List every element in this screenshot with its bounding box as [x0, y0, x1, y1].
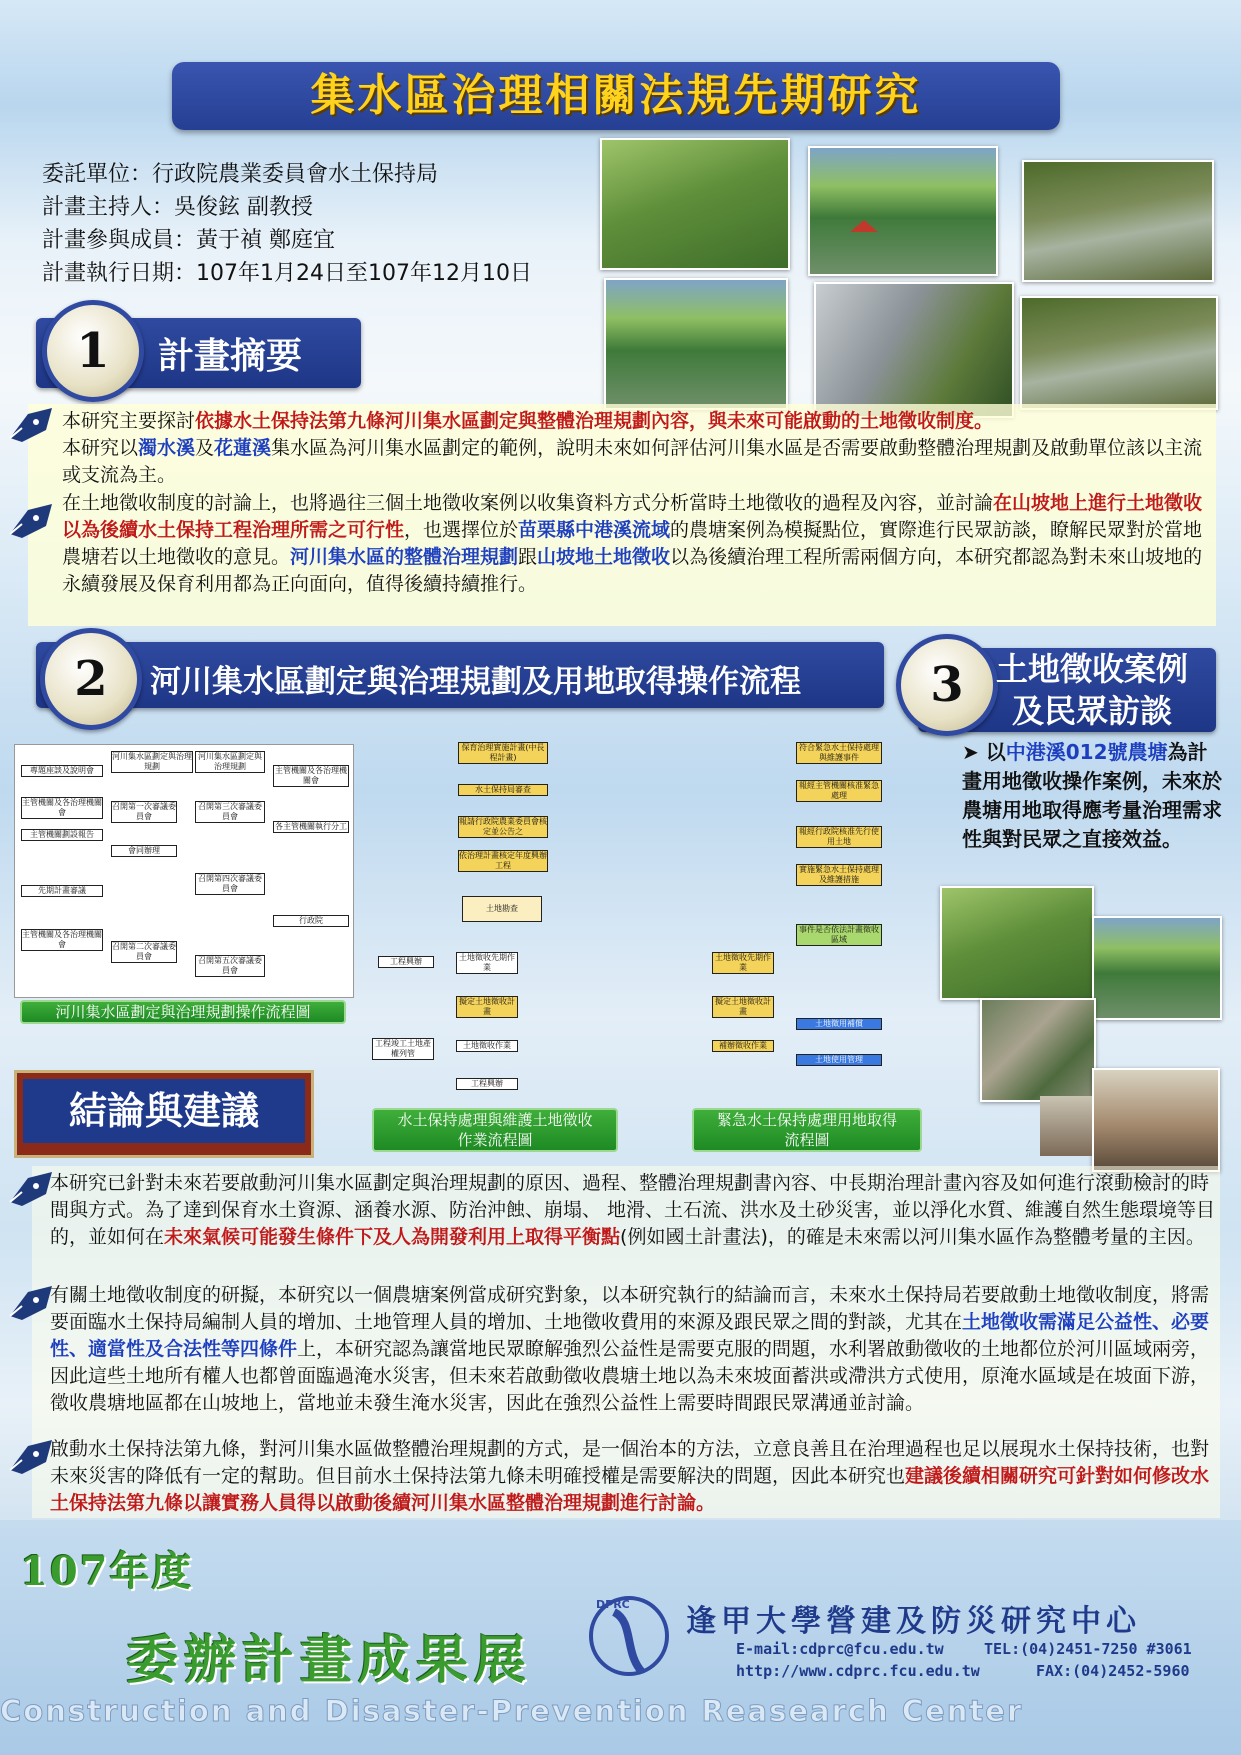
flow-box: 各主管機關執行分工 — [275, 822, 347, 831]
logo-text: DPRC — [596, 1598, 630, 1611]
section-2-title: 河川集水區劃定與治理規劃及用地取得操作流程 — [150, 664, 801, 700]
section-1-number: 1 — [42, 300, 144, 402]
flow-box: 召開第一次審議委員會 — [112, 802, 176, 821]
flow-box: 符合緊急水土保持處理與維護事件 — [796, 742, 882, 764]
footer-year: 107年度 — [20, 1548, 194, 1595]
flow-box: 河川集水區劃定與治理規劃 — [195, 751, 265, 773]
flow-box: 行政院 — [273, 915, 349, 927]
footer-tel: TEL:(04)2451-7250 #3061 — [984, 1640, 1192, 1658]
conclusion-header — [14, 1070, 314, 1158]
section-2-number: 2 — [40, 628, 142, 730]
fountain-pen-icon — [6, 404, 58, 446]
project-host: 計畫主持人：吳俊鉉 副教授 — [42, 195, 313, 220]
flow-box: 水土保持局審查 — [458, 784, 548, 796]
entrust-unit: 委託單位：行政院農業委員會水土保持局 — [42, 162, 439, 187]
pavilion-icon — [850, 220, 878, 240]
footer-fax: FAX:(04)2452-5960 — [1036, 1662, 1190, 1680]
flow-box: 報經行政院核准先行使用土地 — [796, 826, 882, 848]
flow-box: 工程興辦 — [456, 1078, 518, 1090]
conclusion-paragraph-1: 本研究已針對未來若要啟動河川集水區劃定與治理規劃的原因、過程、整體治理規劃書內容、中長期治理計畫內容及如何進行滾動檢討的時間與方式。為了達到保育水土資源、涵養水源、防治沖蝕、崩塌、 地滑、土石流、洪水及土砂災害，並以淨化水質、維護自然生態環境等目的，並如何在未來氣候可能發生條件下及人為開發利用上取得平衡點(例如國土計畫法)，的確是未來需以河川集水區作為整體考量的主因。 — [50, 1172, 1216, 1248]
photo-terraced-slope — [600, 138, 790, 270]
photo-pond-pavilion — [808, 146, 998, 276]
flow-box: 擬定土地徵收計畫 — [456, 996, 518, 1018]
project-members: 計畫參與成員：黃于禎 鄭庭宜 — [42, 228, 335, 253]
flow-box: 主管機關及各治理機關會 — [275, 766, 347, 785]
case-study-text: ➤ 以中港溪012號農塘為計畫用地徵收操作案例，未來於農塘用地取得應考量治理需求性與對民眾之直接效益。 — [962, 740, 1222, 851]
flow-box: 報經主管機關核准緊急處理 — [796, 780, 882, 802]
flow-box: 召開第五次審議委員會 — [195, 955, 265, 977]
flow-box: 主管機關劃設報告 — [21, 829, 103, 841]
flow-box: 專題座談及說明會 — [21, 765, 103, 777]
flow-box: 會同辦理 — [111, 845, 177, 857]
flow-box: 工程興辦 — [378, 956, 434, 968]
footer-email[interactable]: E-mail:cdprc@fcu.edu.tw — [736, 1640, 944, 1658]
dprc-logo — [584, 1592, 674, 1692]
flow-box: 土地徵收作業 — [456, 1040, 518, 1052]
flowchart-1-caption: 河川集水區劃定與治理規劃操作流程圖 — [20, 1000, 346, 1024]
section-3-number: 3 — [896, 634, 998, 736]
flowchart-emergency-land — [700, 740, 940, 1100]
flow-box: 保育治理實施計畫(中長程計畫) — [458, 742, 548, 764]
flowchart-land-expropriation — [372, 740, 620, 1092]
flow-box: 主管機關及各治理機關會 — [22, 930, 102, 949]
photo-interview-2 — [1040, 1096, 1092, 1156]
section-1-title: 計畫摘要 — [158, 336, 303, 377]
conclusion-paragraph-3: 啟動水土保持法第九條，對河川集水區做整體治理規劃的方式，是一個治本的方法，立意良善且在治理過程也足以展現水土保持技術，也對未來災害的降低有一定的幫助。但目前水土保持法第九條未明確授權是需要解決的問題，因此本研究也建議後續相關研究可針對如何修改水土保持法第九條以讓實務人員得以啟動後續河川集水區整體治理規劃進行討論。 — [50, 1438, 1210, 1514]
summary-paragraph-1: 本研究主要探討依據水土保持法第九條河川集水區劃定與整體治理規劃內容，與未來可能啟動的土地徵收制度。 本研究以濁水溪及花蓮溪集水區為河川集水區劃定的範例，說明未來如何評估河川集水區是否需要啟動整體治理規劃及啟動單位該以主流或支流為主。 — [62, 410, 1203, 486]
flow-decision: 土地勘查 — [462, 896, 542, 922]
flowchart-3-caption: 緊急水土保持處理用地取得 流程圖 — [692, 1108, 922, 1152]
summary-paragraph-2: 在土地徵收制度的討論上，也將過往三個土地徵收案例以收集資料方式分析當時土地徵收的過程及內容，並討論在山坡地上進行土地徵收以為後續水土保持工程治理所需之可行性，也選擇位於苗栗縣中港溪流域的農塘案例為模擬點位，實際進行民眾訪談，瞭解民眾對於當地農塘若以土地徵收的意見。河川集水區的整體治理規劃跟山坡地土地徵收以為後續治理工程所需兩個方向，本研究都認為對未來山坡地的永續發展及保育利用都為正向面向，值得後續持續推行。 — [62, 492, 1203, 595]
footer-english-name: Construction and Disaster-Prevention Reasearch Center — [0, 1694, 1024, 1728]
flow-decision: 事件是否依法計畫徵收區域 — [796, 924, 882, 946]
flow-box: 實施緊急水土保持處理及維護措施 — [796, 864, 882, 886]
page-title: 集水區治理相關法規先期研究 — [172, 62, 1060, 130]
project-dates: 計畫執行日期：107年1月24日至107年12月10日 — [42, 261, 532, 286]
photo-aerial-map — [980, 998, 1096, 1102]
flow-box: 土地徵收先期作業 — [456, 952, 518, 974]
conclusion-paragraph-2: 有關土地徵收制度的研擬，本研究以一個農塘案例當成研究對象，以本研究執行的結論而言，未來水土保持局若要啟動土地徵收制度，將需要面臨水土保持局編制人員的增加、土地管理人員的增加、土地徵收費用的來源及跟民眾之間的對談，尤其在土地徵收需滿足公益性、必要性、適當性及合法性等四條件上，本研究認為讓當地民眾瞭解強烈公益性是需要克服的問題，水利署啟動徵收的土地都位於河川區域兩旁，因此這些土地所有權人也都曾面臨過淹水災害，但未來若啟動徵收農塘土地以為未來坡面蓄洪或滯洪方式使用，原淹水區域是在坡面下游，徵收農塘地區都在山坡地上，當地並未發生淹水災害，因此在強烈公益性上需要時間跟民眾溝通並討論。 — [50, 1284, 1210, 1414]
flow-box: 召開第三次審議委員會 — [195, 801, 265, 823]
section-3-title: 土地徵收案例 及民眾訪談 — [996, 650, 1189, 730]
flow-box: 補辦徵收作業 — [712, 1040, 774, 1052]
flow-box: 土地徵用補償 — [796, 1018, 882, 1030]
flow-box: 擬定土地徵收計畫 — [712, 996, 774, 1018]
flow-box: 土地使用管理 — [796, 1054, 882, 1066]
footer-exhibit: 委辦計畫成果展 — [126, 1630, 533, 1691]
flow-box: 主管機關及各治理機關會 — [22, 798, 102, 817]
photo-interview — [1092, 1068, 1220, 1172]
flow-box: 先期計畫審議 — [21, 885, 103, 897]
flow-box: 河川集水區劃定與治理規劃 — [112, 752, 192, 771]
photo-pond-reeds — [1092, 916, 1222, 1020]
fountain-pen-icon — [6, 500, 58, 542]
flow-box: 工程竣工土地產權列管 — [372, 1038, 434, 1060]
photo-rocky-river — [1020, 296, 1218, 410]
photo-farm-pond — [940, 886, 1094, 1000]
flow-box: 土地徵收先期作業 — [712, 952, 774, 974]
footer-org-name: 逢甲大學營建及防災研究中心 — [686, 1604, 1141, 1639]
flow-box: 召開第四次審議委員會 — [195, 873, 265, 895]
project-meta — [42, 158, 602, 290]
flowchart-2-caption: 水土保持處理與維護土地徵收 作業流程圖 — [372, 1108, 618, 1152]
photo-forest-stream — [1022, 160, 1214, 282]
flow-box: 依治理計畫核定年度興辦工程 — [459, 851, 547, 870]
photo-check-dam — [814, 282, 1014, 418]
triangle-bullet-icon: ➤ — [962, 740, 986, 764]
photo-river-reservoir — [604, 278, 788, 410]
conclusion-title: 結論與建議 — [23, 1079, 305, 1143]
footer-url[interactable]: http://www.cdprc.fcu.edu.tw — [736, 1662, 980, 1680]
flow-box: 召開第二次審議委員會 — [112, 942, 176, 961]
flowchart-watershed-planning — [14, 744, 354, 998]
flow-box: 報請行政院農業委員會核定並公告之 — [459, 817, 547, 836]
